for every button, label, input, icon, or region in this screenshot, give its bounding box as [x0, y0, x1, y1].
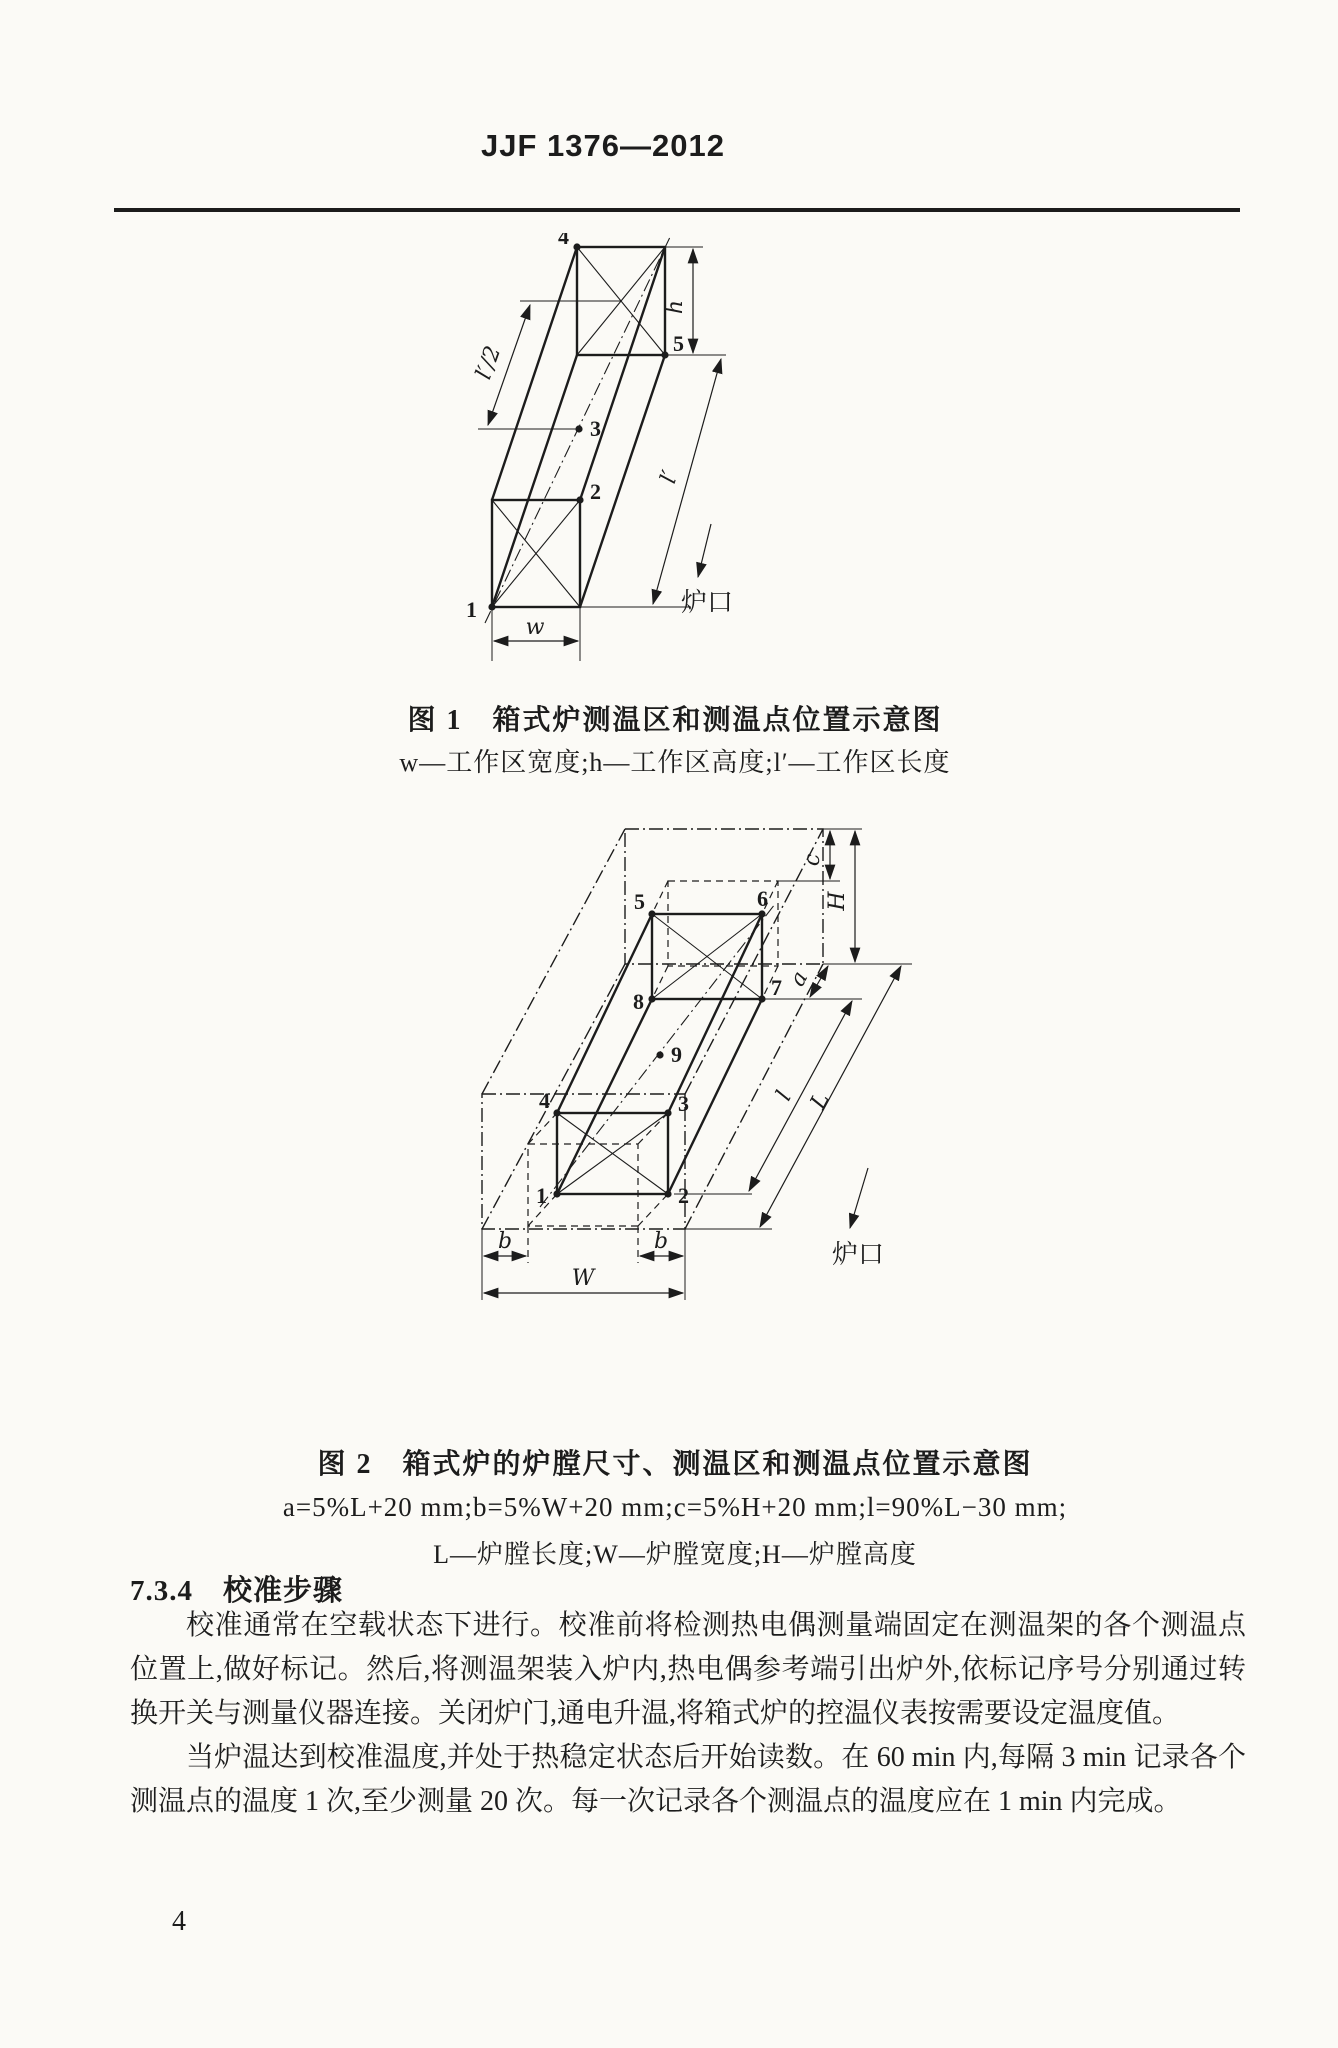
fig2-dim-l: l [771, 1086, 797, 1105]
fig2-point-label-2: 2 [678, 1183, 689, 1208]
fig2-point-label-6: 6 [757, 886, 768, 911]
fig2-point-label-3: 3 [678, 1091, 689, 1116]
fig1-dim-width: w [525, 615, 545, 640]
fig1-point-label-3: 3 [590, 416, 601, 441]
fig2-chamber-outline [482, 829, 823, 1229]
fig2-point-label-7: 7 [771, 975, 782, 1000]
figure2-diagram [400, 816, 945, 1421]
fig2-dim-a: a [785, 967, 814, 991]
paragraph-1: 校准通常在空载状态下进行。校准前将检测热电偶测量端固定在测温架的各个测温点位置上,做好标记。然后,将测温架装入炉内,热电偶参考端引出炉外,依标记序号分别通过转换开关与测量仪器连接。关闭炉门,通电升温,将箱式炉的控温仪表按需要设定温度值。 [130, 1610, 1246, 1729]
fig1-point-label-1: 1 [466, 597, 477, 622]
fig2-furnace-mouth-label: 炉口 [832, 1240, 885, 1269]
fig2-point-label-4: 4 [539, 1088, 550, 1113]
page-number: 4 [172, 1906, 186, 1937]
fig2-point-label-1: 1 [536, 1183, 547, 1208]
figure2-caption: 图 2 箱式炉的炉膛尺寸、测温区和测温点位置示意图 [317, 1449, 1033, 1480]
fig2-point-label-5: 5 [634, 889, 645, 914]
page-header: JJF 1376—2012 [481, 128, 725, 163]
section-heading: 7.3.4 校准步骤 [130, 1575, 344, 1607]
fig1-furnace-mouth-label: 炉口 [681, 588, 734, 617]
figure2-svg [400, 816, 945, 1416]
fig2-point-label-8: 8 [633, 989, 644, 1014]
figure2-formula: a=5%L+20 mm;b=5%W+20 mm;c=5%H+20 mm;l=90%L−30 mm; [282, 1492, 1068, 1522]
fig1-point-label-2: 2 [590, 479, 601, 504]
fig2-dim-W: W [571, 1266, 595, 1291]
figure1-caption: 图 1 箱式炉测温区和测温点位置示意图 [407, 705, 943, 736]
fig1-point-label-4: 4 [558, 233, 569, 249]
fig1-point-label-5: 5 [673, 331, 684, 356]
body-text [130, 1604, 1246, 1824]
fig2-point-label-9: 9 [671, 1042, 682, 1067]
paragraph-2: 当炉温达到校准温度,并处于热稳定状态后开始读数。在 60 min 内,每隔 3 min 记录各个测温点的温度 1 次,至少测量 20 次。每一次记录各个测温点的温度应在 1 min 内完成。 [130, 1742, 1246, 1817]
fig1-dim-half-length: l′/2 [471, 342, 507, 383]
fig1-dim-height: h [663, 299, 688, 315]
figure1-legend: w—工作区宽度;h—工作区高度;l′—工作区长度 [399, 748, 951, 777]
fig2-dim-b-right: b [653, 1229, 669, 1254]
header-divider-rule [114, 208, 1240, 212]
fig2-dim-L: L [805, 1088, 835, 1114]
fig2-dim-c: c [800, 853, 825, 867]
fig1-dim-length: l′ [656, 467, 684, 487]
figure1-svg [455, 233, 775, 665]
figure1-diagram [455, 233, 775, 670]
fig2-dim-b-left: b [497, 1229, 513, 1254]
fig2-dim-H: H [825, 891, 850, 911]
figure2-legend: L—炉膛长度;W—炉膛宽度;H—炉膛高度 [433, 1540, 917, 1569]
